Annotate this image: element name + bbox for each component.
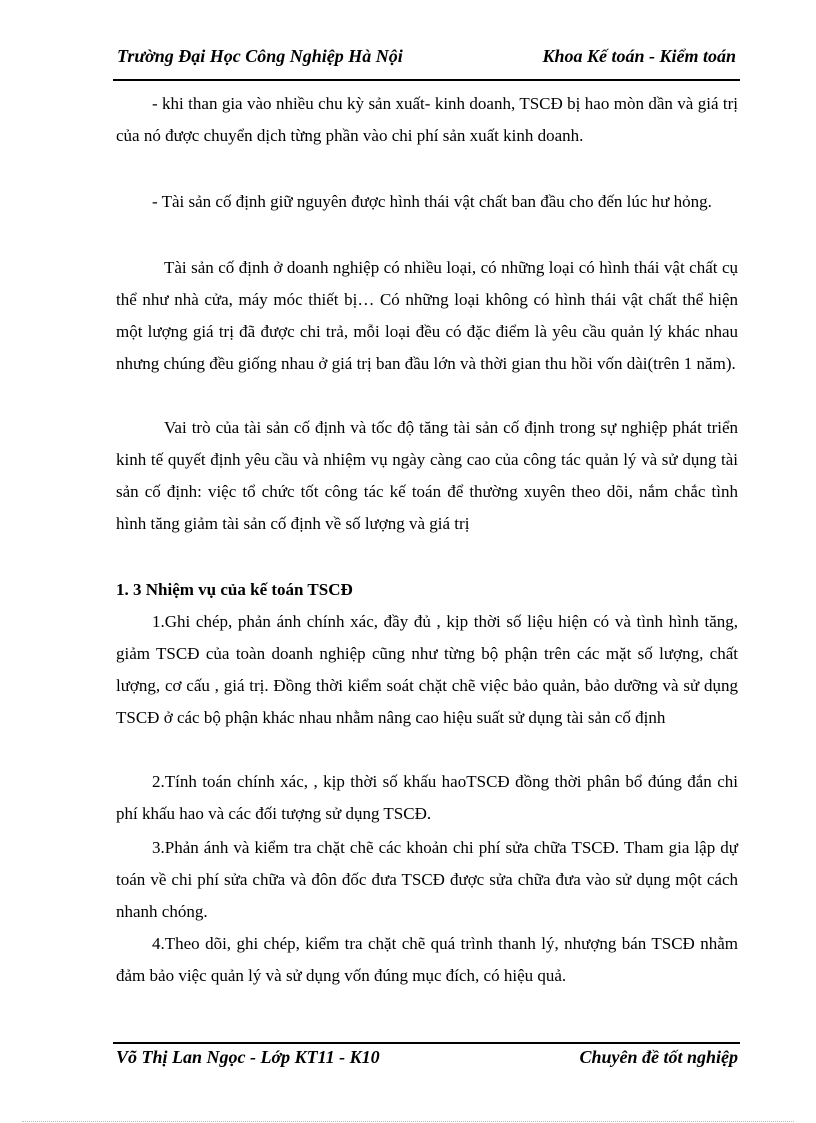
paragraph-physical-form: - Tài sản cố định giữ nguyên được hình thái vật chất ban đầu cho đến lúc hư hỏng. xyxy=(152,192,712,211)
paragraph-wear-and-tear: - khi than gia vào nhiều chu kỳ sản xuất- kinh doanh, TSCĐ bị hao mòn dần và giá trị của nó được chuyển dịch từng phần vào chi phí sản xuất kinh doanh. xyxy=(116,94,738,145)
header-school-name: Trường Đại Học Công Nghiệp Hà Nội xyxy=(117,46,403,66)
page-bottom-edge xyxy=(22,1121,794,1122)
duty-item-1: 1.Ghi chép, phản ánh chính xác, đầy đủ , kịp thời số liệu hiện có và tình hình tăng, giảm TSCĐ của toàn doanh nghiệp cũng như từng bộ phận trên các mặt số lượng, chất lượng, cơ cấu , giá trị. Đồng thời kiểm soát chặt chẽ việc bảo quản, bảo dưỡng và sử dụng TSCĐ ở các bộ phận khác nhau nhằm nâng cao hiệu suất sử dụng tài sản cố định xyxy=(116,612,738,727)
footer-divider xyxy=(113,1042,740,1044)
paragraph-asset-types: Tài sản cố định ở doanh nghiệp có nhiều loại, có những loại có hình thái vật chất cụ thể như nhà cửa, máy móc thiết bị… Có những loại không có hình thái vật chất thể hiện một lượng giá trị đã được chi trả, mỗi loại đều có đặc điểm là yêu cầu quản lý khác nhau nhưng chúng đều giống nhau ở giá trị ban đầu lớn và thời gian thu hồi vốn dài(trên 1 năm). xyxy=(116,258,738,373)
section-heading: 1. 3 Nhiệm vụ của kế toán TSCĐ xyxy=(116,580,353,599)
footer-author: Võ Thị Lan Ngọc - Lớp KT11 - K10 xyxy=(116,1047,380,1067)
header-divider xyxy=(113,79,740,81)
page-header xyxy=(113,44,740,72)
paragraph-role-of-assets: Vai trò của tài sản cố định và tốc độ tăng tài sản cố định trong sự nghiệp phát triển kinh tế quyết định yêu cầu và nhiệm vụ ngày càng cao của công tác quản lý và sử dụng tài sản cố định: việc tổ chức tốt công tác kế toán để thường xuyên theo dõi, nắm chắc tình hình tăng giảm tài sản cố định về số lượng và giá trị xyxy=(116,418,738,533)
footer-doc-type: Chuyên đề tốt nghiệp xyxy=(579,1047,738,1067)
header-department: Khoa Kế toán - Kiểm toán xyxy=(542,46,736,66)
duty-item-2: 2.Tính toán chính xác, , kịp thời số khấu haoTSCĐ đồng thời phân bổ đúng đắn chi phí khấu hao và các đối tượng sử dụng TSCĐ. xyxy=(116,772,738,823)
duty-item-4: 4.Theo dõi, ghi chép, kiểm tra chặt chẽ quá trình thanh lý, nhượng bán TSCĐ nhằm đảm bảo việc quản lý và sử dụng vốn đúng mục đích, có hiệu quả. xyxy=(116,934,738,985)
page-footer xyxy=(113,1045,740,1073)
duty-item-3: 3.Phản ánh và kiểm tra chặt chẽ các khoản chi phí sửa chữa TSCĐ. Tham gia lập dự toán về chi phí sửa chữa và đôn đốc đưa TSCĐ được sửa chữa đưa vào sử dụng một cách nhanh chóng. xyxy=(116,838,738,921)
